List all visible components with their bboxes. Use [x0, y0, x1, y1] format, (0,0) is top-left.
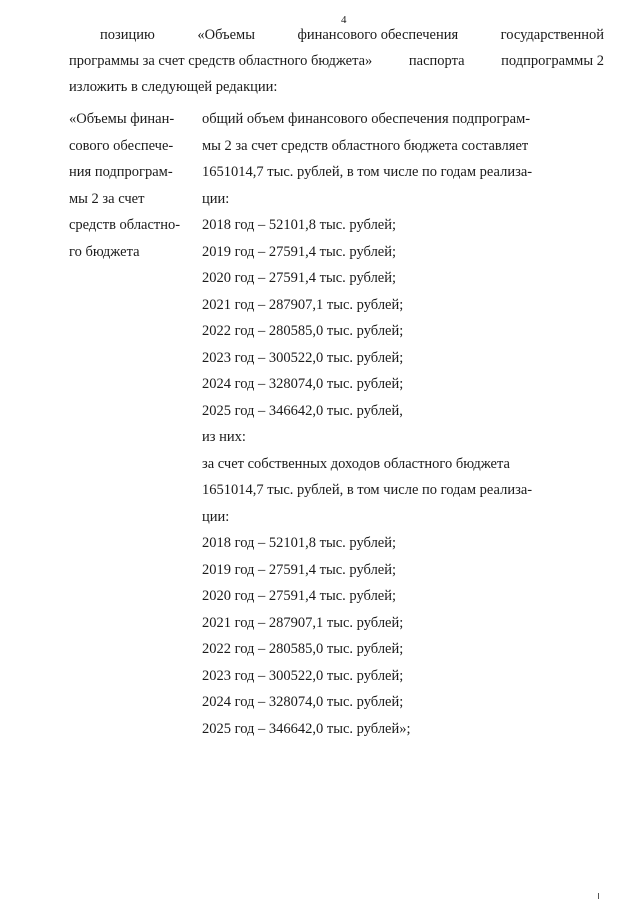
intro-word: паспорта [408, 53, 465, 69]
value-line: общий объем финансового обеспечения подпрограм- [202, 111, 531, 127]
label-line: го бюджета [69, 243, 140, 260]
page-number: 4 [341, 14, 347, 26]
label-line: сового обеспече- [69, 137, 174, 154]
year-line: 2025 год – 346642,0 тыс. рублей, [202, 402, 403, 419]
scan-mark [598, 893, 599, 899]
year-line: 2020 год – 27591,4 тыс. рублей; [202, 588, 397, 604]
intro-word: подпрограммы 2 [501, 53, 604, 69]
intro-word: позицию [100, 27, 155, 43]
intro-word: финансового обеспечения [297, 27, 459, 43]
label-line: ния подпрограм- [69, 164, 173, 180]
year-line: 2024 год – 328074,0 тыс. рублей; [202, 376, 404, 392]
value-line: ции: [202, 190, 230, 207]
intro-line-2 [69, 48, 604, 74]
value-line: за счет собственных доходов областного бюджета [202, 455, 510, 472]
value-line: 1651014,7 тыс. рублей, в том числе по годам реализа- [202, 164, 533, 180]
year-line: 2019 год – 27591,4 тыс. рублей; [202, 561, 397, 578]
year-line: 2022 год – 280585,0 тыс. рублей; [202, 641, 404, 657]
intro-word: программы за счет средств областного бюджета» [69, 53, 373, 69]
year-line: 2020 год – 27591,4 тыс. рублей; [202, 270, 397, 286]
year-line: 2025 год – 346642,0 тыс. рублей»; [202, 720, 411, 737]
intro-line-1 [69, 22, 604, 48]
label-line: «Объемы финан- [69, 111, 175, 127]
label-line: мы 2 за счет [69, 190, 145, 207]
year-line: 2024 год – 328074,0 тыс. рублей; [202, 694, 404, 710]
intro-paragraph [69, 22, 604, 100]
intro-line-3: изложить в следующей редакции: [69, 79, 278, 95]
table-label-column [69, 106, 194, 265]
year-line: 2023 год – 300522,0 тыс. рублей; [202, 349, 404, 366]
year-line: 2018 год – 52101,8 тыс. рублей; [202, 217, 397, 233]
year-line: 2021 год – 287907,1 тыс. рублей; [202, 296, 404, 313]
year-line: 2022 год – 280585,0 тыс. рублей; [202, 323, 404, 339]
year-line: 2021 год – 287907,1 тыс. рублей; [202, 614, 404, 631]
value-line: 1651014,7 тыс. рублей, в том числе по годам реализа- [202, 482, 533, 498]
intro-word: «Объемы [197, 27, 255, 43]
year-line: 2019 год – 27591,4 тыс. рублей; [202, 243, 397, 260]
year-line: 2018 год – 52101,8 тыс. рублей; [202, 535, 397, 551]
table-value-column [202, 106, 562, 742]
intro-word: государственной [500, 27, 604, 43]
value-line: ции: [202, 508, 230, 525]
year-line: 2023 год – 300522,0 тыс. рублей; [202, 667, 404, 684]
label-line: средств областно- [69, 217, 181, 233]
value-line: из них: [202, 429, 246, 445]
value-line: мы 2 за счет средств областного бюджета составляет [202, 137, 529, 154]
